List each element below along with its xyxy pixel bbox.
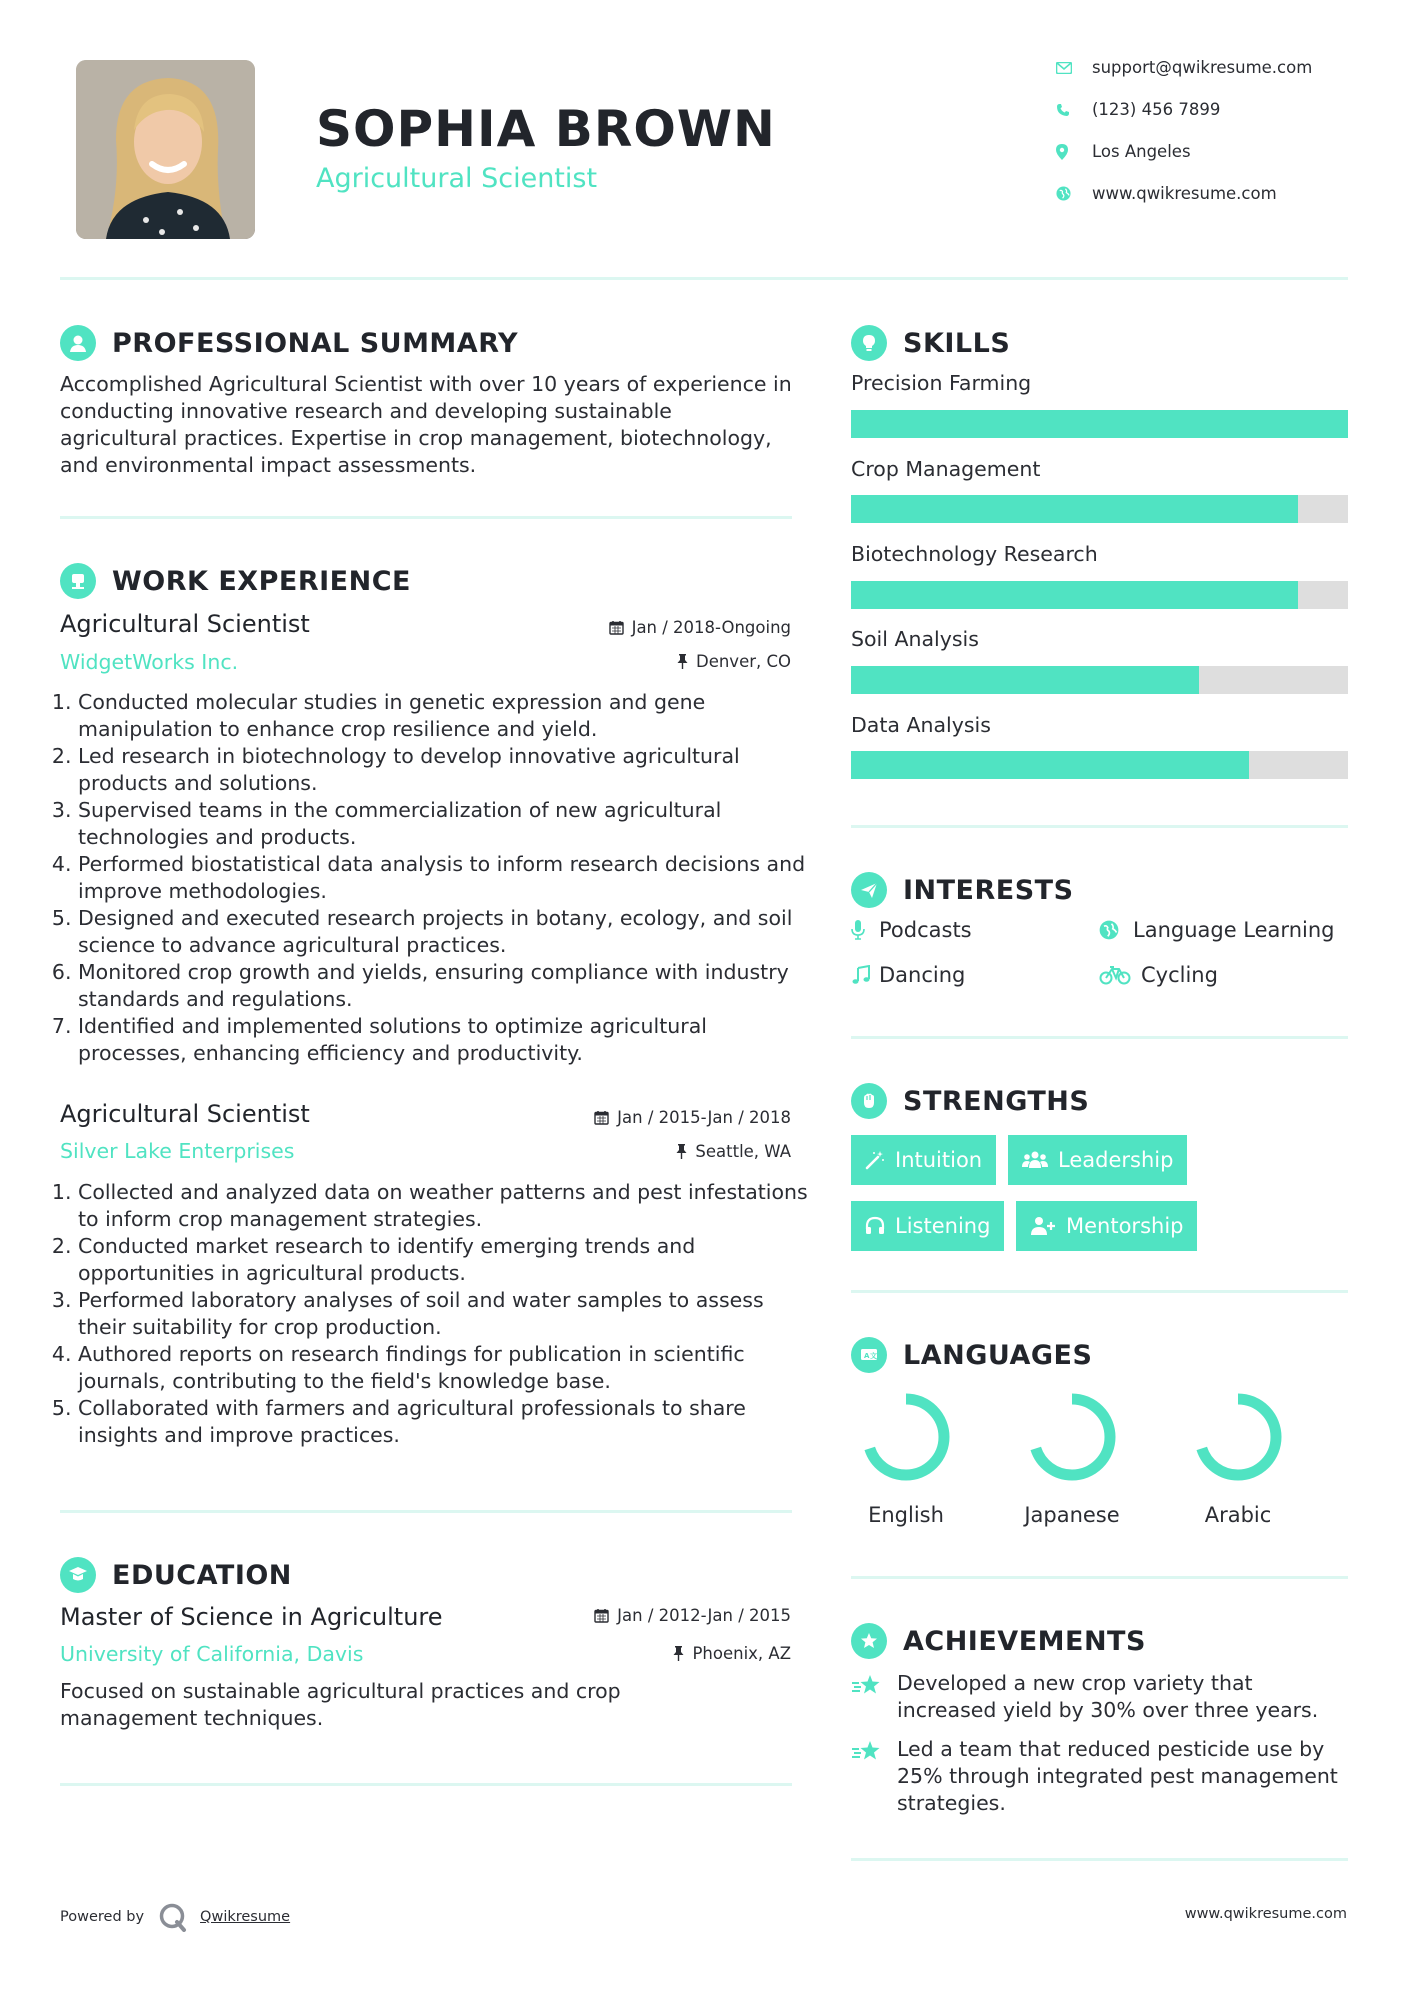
shooting-star-icon xyxy=(851,1736,897,1817)
interest-cycling xyxy=(1099,963,1218,987)
contact-location xyxy=(1056,142,1386,161)
profile-photo xyxy=(76,60,255,239)
lightbulb-icon xyxy=(851,325,887,361)
skill-3-label: Biotechnology Research xyxy=(851,542,1098,566)
job-1-title: Agricultural Scientist xyxy=(60,610,310,638)
job-1-date-text: Jan / 2018-Ongoing xyxy=(631,618,791,637)
job-2-location xyxy=(676,1142,791,1161)
globe-icon xyxy=(1056,186,1092,201)
phone-icon xyxy=(1056,103,1092,117)
contact-email[interactable] xyxy=(1056,58,1386,77)
contact-phone-text: (123) 456 7899 xyxy=(1092,100,1221,119)
skill-5-label: Data Analysis xyxy=(851,713,991,737)
strength-chip-leadership xyxy=(1008,1135,1187,1185)
skills-heading xyxy=(851,325,1010,361)
achievements-title: ACHIEVEMENTS xyxy=(903,1625,1146,1657)
interest-language-learning-label: Language Learning xyxy=(1133,918,1335,942)
strength-listening-label: Listening xyxy=(895,1214,991,1238)
list-item: 6. Monitored crop growth and yields, ensuring compliance with industry standards and regulations. xyxy=(78,959,813,1013)
skill-2-label: Crop Management xyxy=(851,457,1041,481)
achievement-1 xyxy=(851,1670,1351,1724)
powered-by-text: Powered by xyxy=(60,1909,145,1925)
job-2-duties xyxy=(60,1179,813,1449)
award-star-icon xyxy=(851,1623,887,1659)
strength-leadership-label: Leadership xyxy=(1058,1148,1174,1172)
skill-1-bar xyxy=(851,410,1348,438)
skill-3-fill xyxy=(851,581,1298,609)
footer-url[interactable]: www.qwikresume.com xyxy=(1184,1906,1347,1922)
user-plus-icon xyxy=(1030,1216,1056,1236)
calendar-icon xyxy=(594,1608,609,1623)
skill-2-bar xyxy=(851,495,1348,523)
contact-phone[interactable] xyxy=(1056,100,1386,119)
qwikresume-link[interactable]: Qwikresume xyxy=(200,1909,291,1925)
strength-chip-mentorship xyxy=(1016,1201,1197,1251)
skills-title: SKILLS xyxy=(903,327,1011,359)
interest-podcasts xyxy=(851,918,972,942)
achievements-heading xyxy=(851,1623,1146,1659)
experience-heading xyxy=(60,563,411,599)
skill-4-label: Soil Analysis xyxy=(851,627,979,651)
calendar-icon xyxy=(609,620,624,635)
achievement-2-text: Led a team that reduced pesticide use by 25% through integrated pest management strategies. xyxy=(897,1737,1338,1815)
job-2-company: Silver Lake Enterprises xyxy=(60,1139,295,1163)
experience-title: WORK EXPERIENCE xyxy=(112,565,411,597)
education-school: University of California, Davis xyxy=(60,1642,364,1666)
job-1-company: WidgetWorks Inc. xyxy=(60,650,239,674)
bicycle-icon xyxy=(1099,965,1141,985)
strength-chip-intuition xyxy=(851,1135,996,1185)
language-japanese-progress xyxy=(1034,1399,1110,1475)
summary-heading xyxy=(60,325,518,361)
interests-heading xyxy=(851,872,1074,908)
job-2-date-text: Jan / 2015-Jan / 2018 xyxy=(617,1108,791,1127)
contact-website-text: www.qwikresume.com xyxy=(1092,184,1277,203)
education-date xyxy=(594,1606,791,1625)
experience-divider xyxy=(60,1510,792,1513)
language-arabic-label: Arabic xyxy=(1204,1503,1272,1527)
person-photo-illustration xyxy=(76,60,255,239)
education-date-text: Jan / 2012-Jan / 2015 xyxy=(617,1606,791,1625)
briefcase-icon xyxy=(60,563,96,599)
language-japanese-label: Japanese xyxy=(1024,1503,1120,1527)
microphone-icon xyxy=(851,920,879,940)
languages-divider xyxy=(851,1576,1348,1579)
job-2-title: Agricultural Scientist xyxy=(60,1100,310,1128)
interests-title: INTERESTS xyxy=(903,874,1074,906)
languages-title: LANGUAGES xyxy=(903,1339,1093,1371)
summary-text: Accomplished Agricultural Scientist with over 10 years of experience in conducting innovative research and developing sustainable agricultural practices. Expertise in crop management, biotechnology, and environmental impact assessments. xyxy=(60,372,792,477)
interest-language-learning xyxy=(1099,918,1334,942)
skill-5-fill xyxy=(851,751,1249,779)
qwikresume-logo-icon xyxy=(158,1902,188,1932)
strength-mentorship-label: Mentorship xyxy=(1066,1214,1184,1238)
skills-divider xyxy=(851,825,1348,828)
headphones-icon xyxy=(865,1216,885,1236)
map-pin-icon xyxy=(1056,144,1092,160)
shooting-star-icon xyxy=(851,1670,897,1724)
pushpin-icon xyxy=(673,1646,684,1661)
education-title: EDUCATION xyxy=(112,1559,292,1591)
list-item: 5. Designed and executed research projects in botany, ecology, and soil science to advance agricultural practices. xyxy=(78,905,813,959)
svg-text:A: A xyxy=(864,1352,870,1360)
job-1-location xyxy=(677,652,791,671)
music-note-icon xyxy=(851,965,879,985)
achievement-1-text: Developed a new crop variety that increased yield by 30% over three years. xyxy=(897,1671,1319,1722)
contact-website[interactable] xyxy=(1056,184,1386,203)
interest-dancing xyxy=(851,963,965,987)
summary-title: PROFESSIONAL SUMMARY xyxy=(112,327,519,359)
list-item: 4. Authored reports on research findings for publication in scientific journals, contributing to the field's knowledge base. xyxy=(78,1341,813,1395)
job-1-duties xyxy=(60,689,813,1067)
languages-heading xyxy=(851,1337,1092,1373)
list-item: 1. Conducted molecular studies in genetic expression and gene manipulation to enhance crop resilience and yield. xyxy=(78,689,813,743)
education-divider xyxy=(60,1783,792,1786)
skill-1-label: Precision Farming xyxy=(851,371,1032,395)
language-arabic-progress xyxy=(1200,1399,1276,1475)
education-description: Focused on sustainable agricultural practices and crop management techniques. xyxy=(60,1679,621,1730)
education-location xyxy=(673,1644,791,1663)
envelope-icon xyxy=(1056,62,1092,74)
paper-plane-icon xyxy=(851,872,887,908)
users-icon xyxy=(1022,1150,1048,1170)
pushpin-icon xyxy=(676,1144,687,1159)
skill-4-fill xyxy=(851,666,1199,694)
strengths-divider xyxy=(851,1290,1348,1293)
interests-divider xyxy=(851,1036,1348,1039)
language-english-label: English xyxy=(868,1503,944,1527)
job-2-date xyxy=(594,1108,791,1127)
pushpin-icon xyxy=(677,654,688,669)
job-1-date xyxy=(609,618,791,637)
language-english-ring xyxy=(859,1390,953,1484)
skill-3-bar xyxy=(851,581,1348,609)
fist-icon xyxy=(851,1083,887,1119)
magic-wand-icon xyxy=(865,1150,885,1170)
strengths-title: STRENGTHS xyxy=(903,1085,1090,1117)
education-location-text: Phoenix, AZ xyxy=(692,1644,791,1663)
interest-dancing-label: Dancing xyxy=(879,963,966,987)
skill-4-bar xyxy=(851,666,1348,694)
header-divider xyxy=(60,277,1348,280)
list-item: 1. Collected and analyzed data on weather patterns and pest infestations to inform crop management strategies. xyxy=(78,1179,813,1233)
education-degree: Master of Science in Agriculture xyxy=(60,1603,443,1631)
language-japanese-ring xyxy=(1025,1390,1119,1484)
list-item: 2. Led research in biotechnology to develop innovative agricultural products and solutions. xyxy=(78,743,813,797)
interest-podcasts-label: Podcasts xyxy=(879,918,972,942)
svg-text:文: 文 xyxy=(870,1352,877,1360)
language-icon xyxy=(851,1337,887,1373)
language-arabic-ring xyxy=(1191,1390,1285,1484)
list-item: 3. Supervised teams in the commercialization of new agricultural technologies and products. xyxy=(78,797,813,851)
skill-5-bar xyxy=(851,751,1348,779)
list-item: 4. Performed biostatistical data analysis to inform research decisions and improve methodologies. xyxy=(78,851,813,905)
list-item: 2. Conducted market research to identify emerging trends and opportunities in agricultural products. xyxy=(78,1233,813,1287)
contact-email-text: support@qwikresume.com xyxy=(1092,58,1313,77)
achievements-divider xyxy=(851,1858,1348,1861)
list-item: 7. Identified and implemented solutions to optimize agricultural processes, enhancing efficiency and productivity. xyxy=(78,1013,813,1067)
education-heading xyxy=(60,1557,292,1593)
candidate-name: SOPHIA BROWN xyxy=(316,100,776,158)
summary-divider xyxy=(60,516,792,519)
job-2-location-text: Seattle, WA xyxy=(695,1142,791,1161)
user-icon xyxy=(60,325,96,361)
interest-cycling-label: Cycling xyxy=(1141,963,1218,987)
graduate-icon xyxy=(60,1557,96,1593)
strength-chip-listening xyxy=(851,1201,1004,1251)
language-english-progress xyxy=(868,1399,944,1475)
strengths-heading xyxy=(851,1083,1089,1119)
globe-icon xyxy=(1099,920,1133,940)
skill-2-fill xyxy=(851,495,1298,523)
skill-1-fill xyxy=(851,410,1348,438)
strength-intuition-label: Intuition xyxy=(895,1148,983,1172)
candidate-title: Agricultural Scientist xyxy=(316,163,598,194)
list-item: 3. Performed laboratory analyses of soil and water samples to assess their suitability for crop production. xyxy=(78,1287,813,1341)
achievement-2 xyxy=(851,1736,1351,1817)
footer-powered-by xyxy=(60,1902,290,1932)
list-item: 5. Collaborated with farmers and agricultural professionals to share insights and improve practices. xyxy=(78,1395,813,1449)
calendar-icon xyxy=(594,1110,609,1125)
job-1-location-text: Denver, CO xyxy=(695,652,791,671)
contact-location-text: Los Angeles xyxy=(1092,142,1191,161)
